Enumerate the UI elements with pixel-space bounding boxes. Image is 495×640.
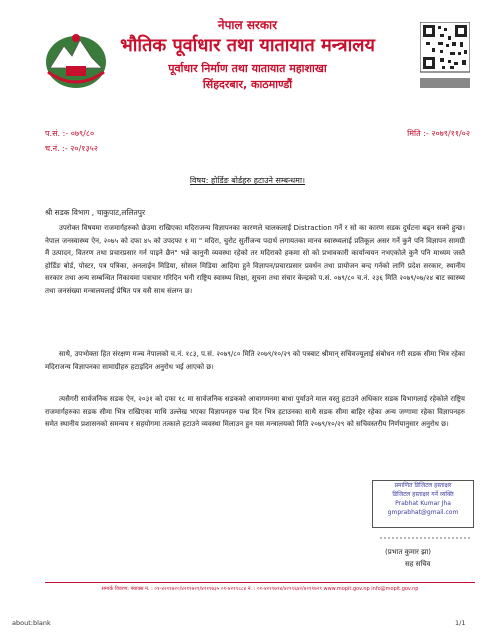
contact-footer: सम्पर्क विवरण: फ्याक्स नं. : ०१-४२११७२०/४२११७२१/४२११७३५ ०१-४२११८८४ नं. : ०१-४२११७९४/४२११६४२/४२११७२९ www.mopit.gov.np info@mopit.gov.np bbox=[45, 582, 475, 592]
page-url: about:blank bbox=[12, 619, 51, 627]
body-paragraph: साथै, उपभोक्ता हित संरक्षण मञ्च नेपालको च.नं. १८३, प.सं. २०७९/८० मिति २०७९/१०/२९ को पत्रबाट श्रीमान् सचिवज्यूलाई संबोधन गरी सडक सीमा भित्र रहेका मदिराजन्य विज्ञापनका सामाग्रीहरु हटाइदिन अनुरोध भई आएको छ। bbox=[45, 350, 465, 371]
signature-line: प्रमाणित डिजिटल हस्ताक्षर bbox=[394, 482, 452, 489]
signature-line: Prabhat Kumar Jha bbox=[395, 500, 451, 507]
body-paragraph: त्यसैगरी सार्वजनिक सडक ऐन, २०३१ को दफा १८ मा सार्वजनिक सडकको आवागमनमा बाधा पुर्याउने माल वस्तु हटाउने अधिकार सडक विभागलाई रहेकोले राष्ट्रिय राजमार्गहरुका सडक सीमा भित्र राखिएका माथि उल्लेख भएका विज्ञापनहरु पन्ध्र दिन भित्र हटाउनका साथै सडक सीमा बाहिर रहेका अन्य जग्गामा रहेका विज्ञापनहरु समेत स्थानीय प्रशासनको समन्वय र सहयोगमा तत्काले हटाउने व्यवस्था मिलाउन हुन यस मन्त्रालयको मिति २०७९/१०/२९ को सचिवस्तरीय निर्णयानुसार अनुरोध छ। bbox=[45, 395, 465, 428]
page-number: 1/1 bbox=[455, 619, 466, 627]
signatory-position: सह सचिव bbox=[405, 560, 431, 568]
signature-dotted-line bbox=[380, 526, 470, 542]
digital-signature-block bbox=[372, 480, 474, 528]
letter-number: प.सं. :- ०७९/८० bbox=[45, 129, 95, 138]
signatory-name: (प्रभात कुमार झा) bbox=[385, 548, 431, 556]
letter-subject: विषय: होर्डिङ बोर्डहरु हटाउने सम्बन्धमा। bbox=[189, 176, 306, 185]
office-location: सिंहदरबार, काठमाण्डौं bbox=[202, 78, 293, 91]
recipient: श्री सडक विभाग , चाकुपाट,ललितपुर bbox=[45, 208, 146, 217]
division-title: पूर्वाधार निर्माण तथा यातायात महाशाखा bbox=[168, 62, 327, 75]
ministry-title: भौतिक पूर्वाधार तथा यातायात मन्त्रालय bbox=[120, 35, 375, 56]
signature-line: डिजिटल हस्ताक्षर गर्ने व्यक्ति bbox=[392, 491, 454, 498]
body-paragraph: उपरोक्त विषयमा राजमार्गहरुको छेउमा राखिएका मदिराजन्य विज्ञापनका कारणले चालकलाई Distraction गर्ने र सो का कारण सडक दुर्घटना बढ्न सक्ने हुन्छ। नेपाल जनस्वास्थ्य ऐन, २०७५ को दफा ४५ को उपदफा १ मा " मदिरा, चुरोट सुर्तीजन्य पदार्थ लगायतका मानव स्वास्थ्यलाई प्रतिकूल असर गर्ने कुनै पनि विज्ञापन सामग्री मैं उत्पादन, वितरण तथा प्रचारप्रसार गर्न पाइने छैन" भन्ने कानुनी व्यवस्था रहेको तर मदिराको हकमा सो को प्रभावकारी कार्यान्वयन नभएकोले कुनै पनि माध्यम जस्तै होर्डिङ बोर्ड, पोस्टर, पत्र पत्रिका, अनलाईन मिडिया, सोसल मिडिया आदिमा हुने विज्ञापन/प्रचारप्रसार प्रवर्धन तथा प्रायोजन बन्द गर्नको लागि प्रदेश सरकार, स्थानीय सरकार तथा अन्य सम्बन्धित निकायमा पत्राचार गरिदिन भनी राष्ट्रिय स्वास्थ्य शिक्षा, सूचना तथा संचार केन्द्रको प.सं. ०७९/८० च.नं. २३६ मिति २०७९/०७/२४ बाट स्वास्थ्य तथा जनसंख्या मन्त्रालयलाई प्रेषित पत्र यसै साथ संलग्न छ। bbox=[45, 224, 465, 295]
letter-date: मिति :- २०७९/११/०२ bbox=[407, 129, 470, 138]
government-title: नेपाल सरकार bbox=[217, 18, 278, 32]
dispatch-number: च.नं. :- २०/१३५२ bbox=[45, 144, 98, 153]
signature-line: gmprabhat@gmail.com bbox=[387, 509, 459, 516]
